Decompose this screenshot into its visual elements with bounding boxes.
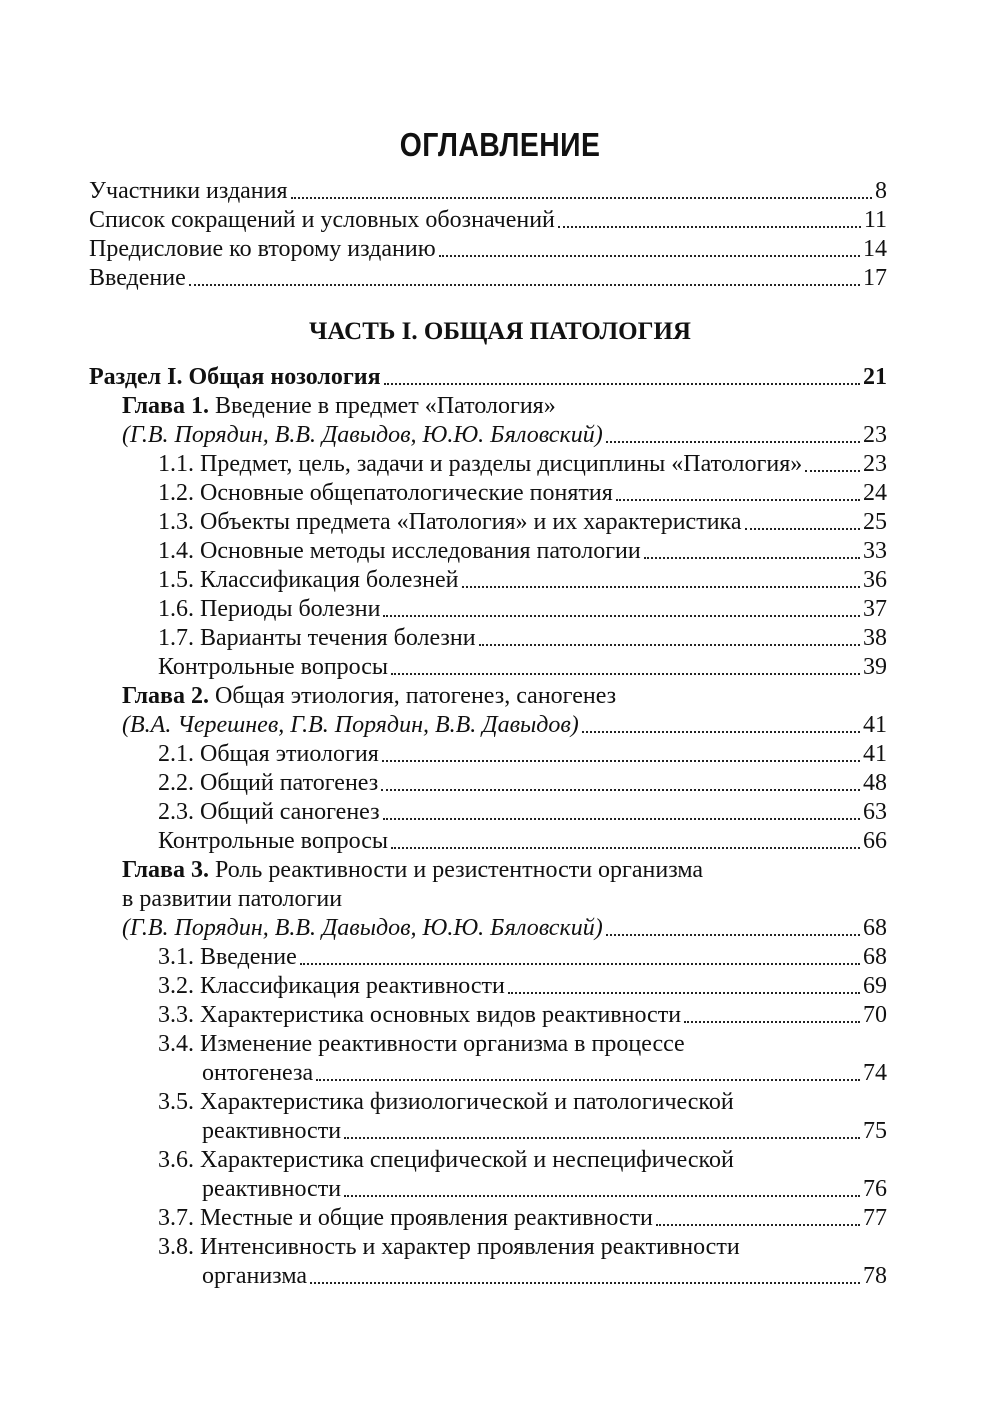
toc-entry-label: 1.6. Периоды болезни: [158, 596, 381, 622]
authors-text: (Г.В. Порядин, В.В. Давыдов, Ю.Ю. Бяловский): [122, 915, 603, 941]
toc-entry-page: 74: [863, 1060, 887, 1086]
toc-entry: [158, 507, 887, 537]
authors-text: (Г.В. Порядин, В.В. Давыдов, Ю.Ю. Бяловский): [122, 422, 603, 448]
leader-dots: [805, 470, 860, 472]
toc-entry-page: 41: [863, 741, 887, 767]
toc-entry: [158, 1203, 887, 1233]
toc-entry: [158, 826, 887, 856]
toc-entry-label-continued: реактивности: [202, 1118, 342, 1144]
chapter-page: 23: [863, 422, 887, 448]
leader-dots: [508, 992, 860, 994]
section-page: 21: [863, 364, 887, 390]
toc-entry: [202, 1174, 887, 1204]
chapter-authors: [122, 420, 887, 450]
toc-entry: [158, 478, 887, 508]
toc-entry: [158, 594, 887, 624]
toc-entry-label: 3.4. Изменение реактивности организма в процессе: [158, 1031, 685, 1057]
toc-entry-label: 3.5. Характеристика физиологической и патологической: [158, 1089, 734, 1115]
leader-dots: [745, 528, 861, 530]
toc-entry: [202, 1058, 887, 1088]
toc-entry: [89, 263, 887, 293]
toc-entry-page: 33: [863, 538, 887, 564]
toc-entry-label: Контрольные вопросы: [158, 654, 389, 680]
toc-entry: [158, 797, 887, 827]
toc-entry: [158, 652, 887, 682]
toc-entry: [89, 205, 887, 235]
toc-entry-page: 69: [863, 973, 887, 999]
toc-entry-page: 17: [863, 265, 887, 291]
toc-entry: [158, 971, 887, 1001]
toc-entry: [202, 1116, 887, 1146]
chapter-number: Глава 2.: [122, 683, 209, 709]
toc-entry-label: Список сокращений и условных обозначений: [89, 207, 555, 233]
toc-entry-page: 36: [863, 567, 887, 593]
page-title: ОГЛАВЛЕНИЕ: [399, 126, 601, 163]
leader-dots: [439, 255, 860, 257]
toc-entry-page: 11: [863, 207, 887, 233]
toc-entry-label: 1.4. Основные методы исследования патологии: [158, 538, 641, 564]
leader-dots: [189, 284, 860, 286]
chapter-number: Глава 1.: [122, 393, 209, 419]
toc-entry-page: 37: [863, 596, 887, 622]
chapter-page: 41: [863, 712, 887, 738]
chapter-title: Введение в предмет «Патология»: [215, 393, 556, 419]
leader-dots: [644, 557, 860, 559]
toc-entry-label-continued: организма: [202, 1263, 307, 1289]
toc-entry: [89, 176, 887, 206]
toc-entry: [89, 234, 887, 264]
chapter-page: 68: [863, 915, 887, 941]
chapter-heading: [122, 391, 556, 421]
toc-entry-label: 1.5. Классификация болезней: [158, 567, 459, 593]
toc-entry: [158, 623, 887, 653]
section-label: Раздел I. Общая нозология: [89, 364, 381, 390]
toc-entry-page: 66: [863, 828, 887, 854]
leader-dots: [582, 731, 860, 733]
toc-entry-page: 24: [863, 480, 887, 506]
toc-entry-page: 38: [863, 625, 887, 651]
toc-entry-label: 3.2. Классификация реактивности: [158, 973, 505, 999]
toc-entry-page: 48: [863, 770, 887, 796]
leader-dots: [391, 673, 860, 675]
toc-entry-page: 75: [863, 1118, 887, 1144]
toc-entry-page: 78: [863, 1263, 887, 1289]
toc-entry-page: 76: [863, 1176, 887, 1202]
toc-entry-label: 2.1. Общая этиология: [158, 741, 379, 767]
toc-entry-label: 3.1. Введение: [158, 944, 297, 970]
toc-entry: [158, 942, 887, 972]
leader-dots: [384, 383, 860, 385]
leader-dots: [344, 1137, 860, 1139]
toc-entry-page: 8: [875, 178, 887, 204]
toc-entry-label: 1.7. Варианты течения болезни: [158, 625, 476, 651]
chapter-authors: [122, 913, 887, 943]
chapter-authors: [122, 710, 887, 740]
toc-entry-label: 3.7. Местные и общие проявления реактивности: [158, 1205, 653, 1231]
toc-entry: [158, 768, 887, 798]
toc-entry-label: 3.3. Характеристика основных видов реактивности: [158, 1002, 682, 1028]
toc-entry-label-continued: реактивности: [202, 1176, 342, 1202]
toc-entry-page: 25: [863, 509, 887, 535]
leader-dots: [606, 934, 860, 936]
toc-entry: [202, 1261, 887, 1291]
toc-entry-page: 70: [863, 1002, 887, 1028]
leader-dots: [382, 760, 860, 762]
toc-entry-page: 63: [863, 799, 887, 825]
leader-dots: [656, 1224, 860, 1226]
chapter-title-continued: в развитии патологии: [122, 886, 343, 912]
toc-entry-page: 77: [863, 1205, 887, 1231]
toc-entry-label: 3.6. Характеристика специфической и неспецифической: [158, 1147, 734, 1173]
leader-dots: [383, 615, 860, 617]
toc-entry-page: 23: [863, 451, 887, 477]
toc-entry-label: Предисловие ко второму изданию: [89, 236, 436, 262]
toc-entry: [158, 1000, 887, 1030]
toc-entry-label: 2.3. Общий саногенез: [158, 799, 380, 825]
leader-dots: [606, 441, 860, 443]
toc-entry: [158, 536, 887, 566]
chapter-title: Общая этиология, патогенез, саногенез: [215, 683, 617, 709]
toc-entry-label: 2.2. Общий патогенез: [158, 770, 379, 796]
part-heading: ЧАСТЬ I. ОБЩАЯ ПАТОЛОГИЯ: [308, 318, 691, 345]
section-entry: [89, 362, 887, 392]
toc-entry: [158, 449, 887, 479]
toc-entry-label: Контрольные вопросы: [158, 828, 389, 854]
leader-dots: [316, 1079, 860, 1081]
chapter-title: Роль реактивности и резистентности организма: [215, 857, 704, 883]
leader-dots: [558, 226, 861, 228]
toc-entry-label: 1.2. Основные общепатологические понятия: [158, 480, 613, 506]
leader-dots: [616, 499, 860, 501]
toc-entry-page: 39: [863, 654, 887, 680]
toc-entry-label: 1.1. Предмет, цель, задачи и разделы дисциплины «Патология»: [158, 451, 803, 477]
toc-entry-page: 14: [863, 236, 887, 262]
leader-dots: [300, 963, 860, 965]
toc-entry-label-continued: онтогенеза: [202, 1060, 314, 1086]
toc-entry-label: 1.3. Объекты предмета «Патология» и их характеристика: [158, 509, 742, 535]
toc-entry: [158, 565, 887, 595]
toc-entry: [158, 739, 887, 769]
leader-dots: [684, 1021, 860, 1023]
leader-dots: [291, 197, 872, 199]
toc-entry-label: Участники издания: [89, 178, 288, 204]
leader-dots: [381, 789, 860, 791]
leader-dots: [383, 818, 860, 820]
chapter-heading: [122, 681, 616, 711]
authors-text: (В.А. Черешнев, Г.В. Порядин, В.В. Давыдов): [122, 712, 579, 738]
leader-dots: [479, 644, 860, 646]
chapter-number: Глава 3.: [122, 857, 209, 883]
toc-entry-label: 3.8. Интенсивность и характер проявления реактивности: [158, 1234, 740, 1260]
toc-entry-label: Введение: [89, 265, 186, 291]
toc-entry-page: 68: [863, 944, 887, 970]
leader-dots: [344, 1195, 860, 1197]
leader-dots: [462, 586, 861, 588]
chapter-heading: [122, 855, 703, 885]
leader-dots: [310, 1282, 860, 1284]
leader-dots: [391, 847, 860, 849]
